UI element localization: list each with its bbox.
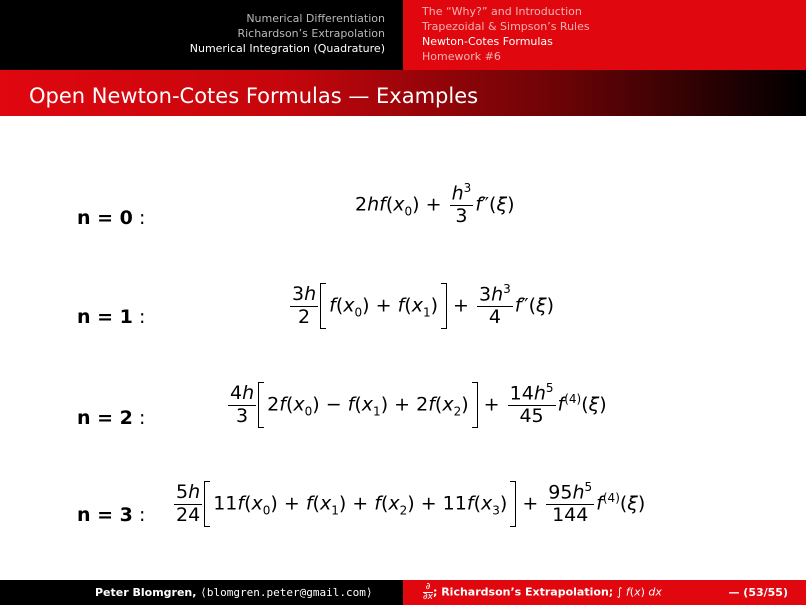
subsection-nav [403,0,806,70]
formula-label-n0: n = 0 : [77,207,146,229]
nav-subsection-trapezoidal[interactable]: Trapezoidal & Simpson’s Rules [422,20,590,33]
nav-section-integration[interactable]: Numerical Integration (Quadrature) [189,42,385,55]
footer [0,580,806,605]
formula-n3: $\frac{5h}{24}$ $11f(x_0) + f(x_1) + f(x_2) + 11f(x_3)$ + $\frac{95h^5}{144}$ $f^{(4)}(\xi)$ [176,480,646,527]
header-nav [0,0,806,70]
slide-title: Open Newton-Cotes Formulas — Examples [29,84,479,108]
footer-topic-area [403,580,806,605]
nav-section-differentiation[interactable]: Numerical Differentiation [246,12,385,25]
nav-subsection-homework[interactable]: Homework #6 [422,50,501,63]
formula-n0: $2hf(x_0)$ + $\frac{h^3}{3}$ f″(ξ) [355,181,515,228]
formula-label-n2: n = 2 : [77,407,146,429]
footer-topic: ∂ ∂x ; Richardson’s Extrapolation; ∫ f(x) dx [423,582,662,602]
formula-label-n3: n = 3 : [77,504,146,526]
section-nav [0,0,403,70]
fraction: $\frac{h^3}{3}$ [451,181,472,228]
formula-n1: $\frac{3h}{2}$ $f(x_0) + f(x_1)$ + $\frac{3h^3}{4}$ f″(ξ) [292,282,555,329]
nav-section-richardson[interactable]: Richardson’s Extrapolation [237,27,385,40]
page-number: — (53/55) [728,586,788,599]
footer-author: Peter Blomgren, ⟨blomgren.peter@gmail.com⟩ [95,586,373,599]
nav-subsection-why[interactable]: The “Why?” and Introduction [422,5,582,18]
slide-title-bar [0,70,806,116]
footer-author-area [0,580,403,605]
nav-subsection-newton-cotes[interactable]: Newton-Cotes Formulas [422,35,553,48]
formula-label-n1: n = 1 : [77,306,146,328]
formula-n2: $\frac{4h}{3}$ $2f(x_0) - f(x_1) + 2f(x_2)$ + $\frac{14h^5}{45}$ $f^{(4)}(\xi)$ [230,381,607,428]
